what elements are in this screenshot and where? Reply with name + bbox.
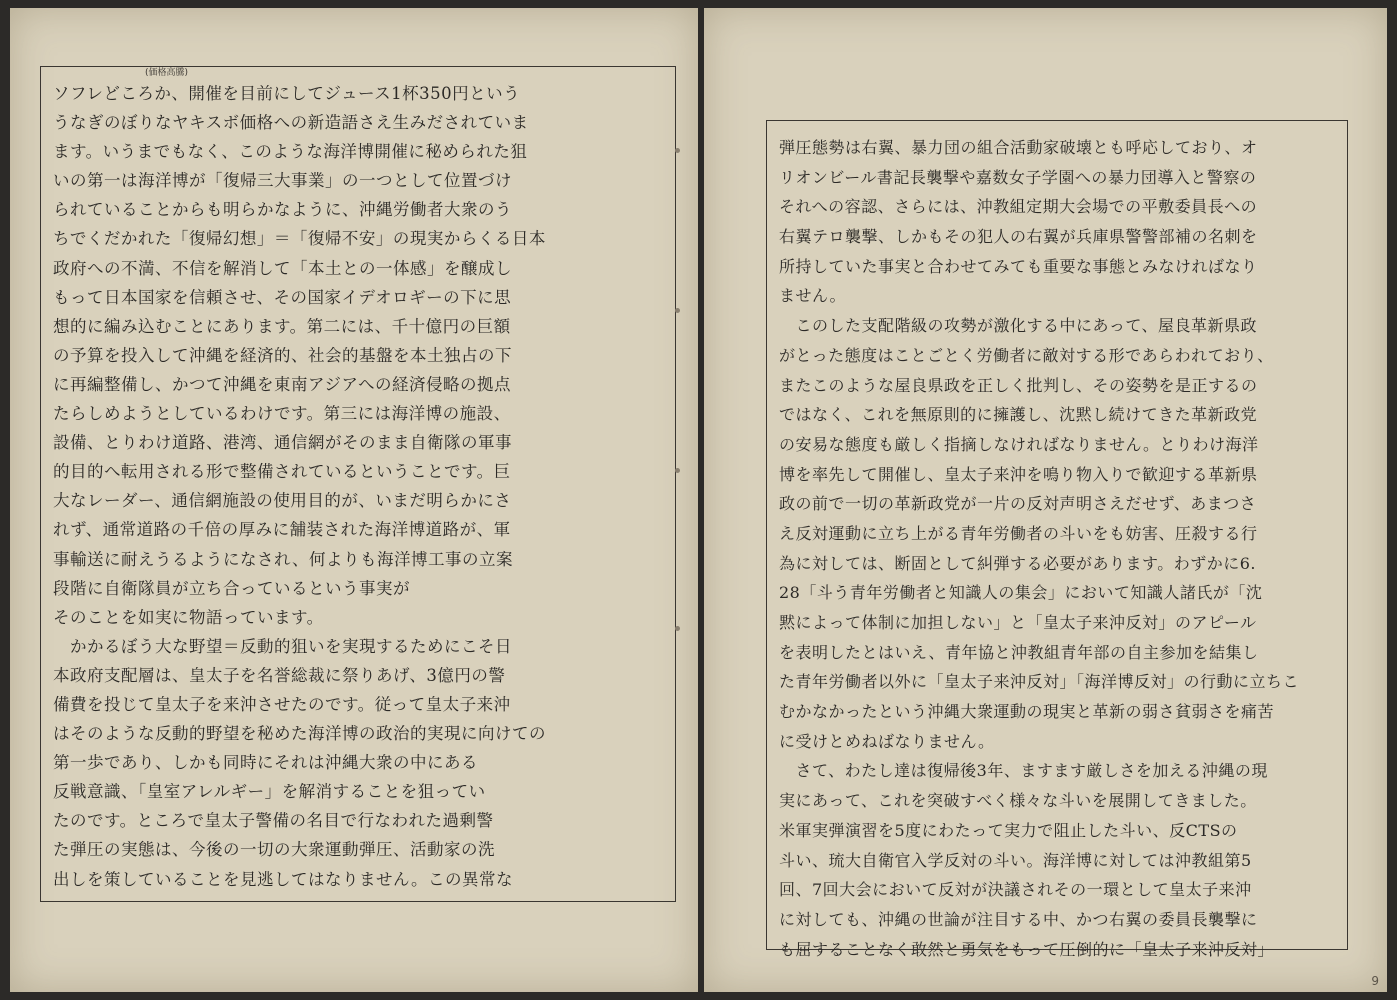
text-line: 事輸送に耐えうるようになされ、何よりも海洋博工事の立案 [53,549,513,569]
text-line: 段階に自衛隊員が立ち合っているという事実が [53,578,410,598]
text-line: も屈することなく敢然と勇気をもって圧倒的に「皇太子来沖反対」 [779,939,1275,959]
text-line: 反戦意識、「皇室アレルギー」を解消することを狙ってい [53,782,486,802]
text-line: に受けとめねばなりません。 [779,731,995,751]
left-page [10,8,698,992]
text-line: このした支配階級の攻勢が激化する中にあって、屋良革新県政 [779,316,1258,336]
text-line: を表明したとはいえ、青年協と沖教組青年部の自主参加を結集し [779,642,1259,662]
text-line: 博を率先して開催し、皇太子来沖を鳴り物入りで歓迎する革新県 [779,464,1258,484]
text-line: ません。 [779,286,846,306]
text-line: うなぎのぼりなヤキスボ価格への新造語さえ生みだされていま [53,113,529,133]
text-line: た青年労働者以外に「皇太子来沖反対」「海洋博反対」の行動に立ちこ [779,672,1300,692]
text-line: ソフレどころか、開催を目前にしてジュース1杯350円という [53,84,521,103]
right-text-frame [766,120,1348,959]
text-line: に対しても、沖縄の世論が注目する中、かつ右翼の委員長襲撃に [779,909,1258,929]
text-line: の安易な態度も厳しく指摘しなければなりません。とりわけ海洋 [779,434,1259,454]
text-line: 為に対しては、断固として糾弾する必要があります。わずかに6. [779,553,1256,573]
text-line: ちでくだかれた「復帰幻想」＝「復帰不安」の現実からくる日本 [53,229,546,249]
text-line: 弾圧態勢は右翼、暴力団の組合活動家破壊とも呼応しており、オ [779,138,1258,157]
text-line: またこのような屋良県政を正しく批判し、その姿勢を是正するの [779,375,1258,395]
text-line: そのことを如実に物語っています。 [53,607,324,627]
text-line: 所持していた事実と合わせてみても重要な事態とみなければなり [779,256,1258,276]
text-line: 本政府支配層は、皇太子を名誉総裁に祭りあげ、3億円の警 [53,665,506,685]
text-line: リオンビール書記長襲撃や嘉数女子学園への暴力団導入と警察の [779,167,1257,187]
text-line: 政府への不満、不信を解消して「本土との一体感」を醸成し [53,258,512,278]
left-text-frame [40,66,676,902]
text-line: 的目的へ転用される形で整備されているということです。巨 [53,462,511,482]
text-line: ます。いうまでもなく、このような海洋博開催に秘められた狙 [53,142,528,162]
right-text-body [779,133,1339,964]
text-line: さて、わたし達は復帰後3年、ますます厳しさを加える沖縄の現 [779,761,1268,781]
text-line: 右翼テロ襲撃、しかもその犯人の右翼が兵庫県警警部補の名刺を [779,227,1258,247]
handwritten-annotation: (価格高騰) [145,68,189,78]
text-line: 政の前で一切の革新政党が一片の反対声明さえだせず、あまつさ [779,494,1257,514]
text-line: 出しを策していることを見逃してはなりません。この異常な [53,869,513,889]
text-line: 備費を投じて皇太子を来沖させたのです。従って皇太子来沖 [53,694,511,714]
text-line: 実にあって、これを突破すべく様々な斗いを展開してきました。 [779,791,1257,811]
text-line: 第一歩であり、しかも同時にそれは沖縄大衆の中にある [53,753,478,773]
text-line: かかるぼう大な野望＝反動的狙いを実現するためにこそ日 [53,636,512,656]
binding-hole [675,148,680,153]
binding-hole [675,308,680,313]
text-line: 想的に編み込むことにあります。第二には、千十億円の巨額 [53,316,511,336]
text-line: 米軍実弾演習を5度にわたって実力で阻止した斗い、反CTSの [779,820,1238,840]
text-line: 黙によって体制に加担しない」と「皇太子来沖反対」のアピール [779,613,1257,632]
binding-hole [675,468,680,473]
text-line: もって日本国家を信頼させ、その国家イデオロギーの下に思 [53,287,512,307]
left-text-body [53,79,667,894]
text-line: 28「斗う青年労働者と知識人の集会」において知識人諸氏が「沈 [779,583,1263,603]
text-line: 回、7回大会において反対が決議されその一環として皇太子来沖 [779,880,1252,900]
text-line: 設備、とりわけ道路、港湾、通信網がそのまま自衛隊の軍事 [53,433,512,453]
text-line: の予算を投入して沖縄を経済的、社会的基盤を本土独占の下 [53,345,512,365]
text-line: た弾圧の実態は、今後の一切の大衆運動弾圧、活動家の洗 [53,840,495,860]
text-line: れず、通常道路の千倍の厚みに舗装された海洋博道路が、軍 [53,520,511,540]
text-line: 斗い、琉大自衛官入学反対の斗い。海洋博に対しては沖教組第5 [779,850,1252,870]
text-line: それへの容認、さらには、沖教組定期大会場での平敷委員長への [779,197,1258,217]
page-number: 9 [1371,974,1379,988]
text-line: に再編整備し、かつて沖縄を東南アジアへの経済侵略の拠点 [53,374,512,394]
text-line: がとった態度はことごとく労働者に敵対する形であらわれており、 [779,345,1274,365]
text-line: はそのような反動的野望を秘めた海洋博の政治的実現に向けての [53,724,546,744]
binding-hole [675,626,680,631]
right-page [704,8,1387,992]
text-line: ではなく、これを無原則的に擁護し、沈黙し続けてきた革新政党 [779,405,1258,425]
text-line: え反対運動に立ち上がる青年労働者の斗いをも妨害、圧殺する行 [779,523,1258,543]
text-line: たらしめようとしているわけです。第三には海洋博の施設、 [53,404,511,424]
text-line: いの第一は海洋博が「復帰三大事業」の一つとして位置づけ [53,171,512,191]
text-line: 大なレーダー、通信網施設の使用目的が、いまだ明らかにさ [53,491,512,511]
text-line: たのです。ところで皇太子警備の名目で行なわれた過剰警 [53,811,494,831]
text-line: むかなかったという沖縄大衆運動の現実と革新の弱さ貧弱さを痛苦 [779,702,1275,722]
text-line: られていることからも明らかなように、沖縄労働者大衆のう [53,200,512,220]
